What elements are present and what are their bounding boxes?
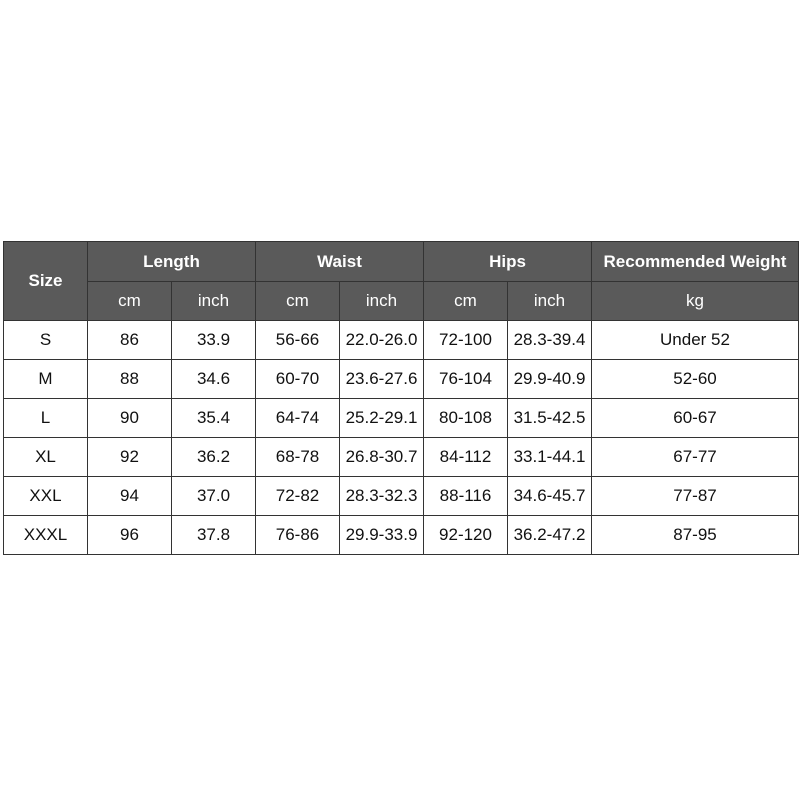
table-row [4, 399, 799, 438]
length-cm-cell: 88 [88, 360, 172, 399]
length-inch-cell: 33.9 [172, 321, 256, 360]
waist-inch-cell: 25.2-29.1 [340, 399, 424, 438]
waist-group-header: Waist [256, 242, 424, 282]
table-row [4, 438, 799, 477]
length-cm-unit: cm [88, 282, 172, 321]
hips-cm-cell: 76-104 [424, 360, 508, 399]
length-cm-cell: 90 [88, 399, 172, 438]
length-inch-cell: 36.2 [172, 438, 256, 477]
weight-kg-cell: Under 52 [592, 321, 799, 360]
hips-cm-cell: 84-112 [424, 438, 508, 477]
waist-cm-cell: 72-82 [256, 477, 340, 516]
waist-inch-cell: 23.6-27.6 [340, 360, 424, 399]
waist-cm-cell: 64-74 [256, 399, 340, 438]
waist-inch-cell: 28.3-32.3 [340, 477, 424, 516]
waist-inch-unit: inch [340, 282, 424, 321]
waist-cm-cell: 68-78 [256, 438, 340, 477]
length-inch-cell: 37.0 [172, 477, 256, 516]
hips-inch-cell: 34.6-45.7 [508, 477, 592, 516]
length-group-header: Length [88, 242, 256, 282]
weight-kg-unit: kg [592, 282, 799, 321]
weight-kg-cell: 60-67 [592, 399, 799, 438]
length-cm-cell: 92 [88, 438, 172, 477]
hips-cm-cell: 80-108 [424, 399, 508, 438]
table-row [4, 477, 799, 516]
waist-inch-cell: 29.9-33.9 [340, 516, 424, 555]
length-cm-cell: 86 [88, 321, 172, 360]
recommended-weight-group-header: Recommended Weight [592, 242, 799, 282]
size-cell: L [4, 399, 88, 438]
hips-group-header: Hips [424, 242, 592, 282]
waist-cm-cell: 76-86 [256, 516, 340, 555]
header-unit-row [4, 282, 799, 321]
waist-cm-cell: 60-70 [256, 360, 340, 399]
hips-cm-cell: 88-116 [424, 477, 508, 516]
hips-inch-unit: inch [508, 282, 592, 321]
table-row [4, 321, 799, 360]
table-header [4, 242, 799, 321]
hips-cm-unit: cm [424, 282, 508, 321]
table-row [4, 360, 799, 399]
waist-inch-cell: 22.0-26.0 [340, 321, 424, 360]
size-chart-table [3, 241, 799, 555]
hips-inch-cell: 33.1-44.1 [508, 438, 592, 477]
waist-inch-cell: 26.8-30.7 [340, 438, 424, 477]
size-cell: S [4, 321, 88, 360]
weight-kg-cell: 52-60 [592, 360, 799, 399]
table-row [4, 516, 799, 555]
length-inch-cell: 37.8 [172, 516, 256, 555]
size-column-header: Size [4, 242, 88, 321]
hips-inch-cell: 28.3-39.4 [508, 321, 592, 360]
hips-cm-cell: 92-120 [424, 516, 508, 555]
waist-cm-cell: 56-66 [256, 321, 340, 360]
table-body [4, 321, 799, 555]
weight-kg-cell: 87-95 [592, 516, 799, 555]
waist-cm-unit: cm [256, 282, 340, 321]
length-inch-cell: 35.4 [172, 399, 256, 438]
hips-inch-cell: 36.2-47.2 [508, 516, 592, 555]
hips-inch-cell: 31.5-42.5 [508, 399, 592, 438]
length-cm-cell: 94 [88, 477, 172, 516]
size-cell: M [4, 360, 88, 399]
header-group-row [4, 242, 799, 282]
size-cell: XXXL [4, 516, 88, 555]
length-inch-unit: inch [172, 282, 256, 321]
size-cell: XXL [4, 477, 88, 516]
weight-kg-cell: 77-87 [592, 477, 799, 516]
length-inch-cell: 34.6 [172, 360, 256, 399]
hips-inch-cell: 29.9-40.9 [508, 360, 592, 399]
hips-cm-cell: 72-100 [424, 321, 508, 360]
weight-kg-cell: 67-77 [592, 438, 799, 477]
length-cm-cell: 96 [88, 516, 172, 555]
size-cell: XL [4, 438, 88, 477]
